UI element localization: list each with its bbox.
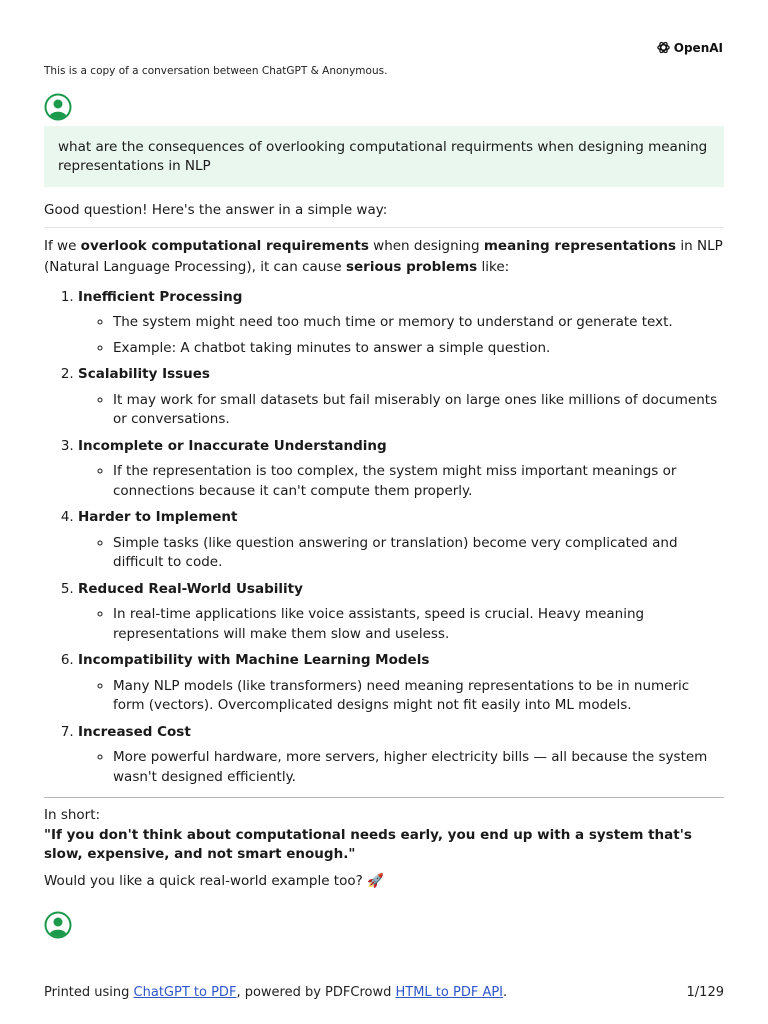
sub-list-item: ◦ Simple tasks (like question answering or translation) become very complicated and difficult to code. bbox=[113, 534, 724, 573]
summary-quote: "If you don't think about computational needs early, you end up with a system that's slow, expensive, and not smart enough." bbox=[44, 826, 692, 862]
item-title: 4. Harder to Implement bbox=[78, 509, 238, 525]
footer-text: . bbox=[503, 985, 508, 1000]
item-title: 5. Reduced Real-World Usability bbox=[78, 580, 303, 597]
response-intro: Good question! Here's the answer in a simple way: bbox=[44, 201, 724, 228]
para-text: If we bbox=[44, 237, 81, 254]
page-number: 1/129 bbox=[686, 985, 724, 1000]
sub-list-item: ◦ In real-time applications like voice assistants, speed is crucial. Heavy meaning representations will make them slow and useless. bbox=[113, 605, 724, 644]
openai-logo bbox=[656, 40, 723, 55]
user-avatar-icon bbox=[44, 911, 72, 939]
list-item bbox=[78, 288, 724, 359]
logo-text: OpenAI bbox=[673, 40, 723, 55]
response-paragraph bbox=[44, 236, 724, 278]
list-item bbox=[78, 365, 724, 430]
user-avatar-icon bbox=[44, 93, 72, 121]
item-title: 7. Increased Cost bbox=[78, 723, 191, 740]
item-title: 6. Incompatibility with Machine Learning Models bbox=[78, 652, 430, 668]
sub-list bbox=[78, 748, 724, 787]
para-bold: meaning representations bbox=[483, 237, 677, 254]
consequence-list bbox=[44, 288, 724, 788]
sub-list bbox=[78, 313, 724, 358]
divider bbox=[44, 797, 724, 798]
sub-list-item: ◦ More powerful hardware, more servers, higher electricity bills — all because the system wasn't designed efficiently. bbox=[113, 748, 724, 787]
footer-text: Printed using bbox=[44, 985, 134, 1000]
followup-question: Would you like a quick real-world example too? 🚀 bbox=[44, 872, 384, 889]
item-title: 1. Inefficient Processing bbox=[78, 288, 243, 305]
list-item bbox=[78, 437, 724, 502]
chatgpt-to-pdf-link[interactable]: ChatGPT to PDF bbox=[133, 985, 237, 1000]
sub-list-item: ◦ Example: A chatbot taking minutes to answer a simple question. bbox=[113, 339, 724, 359]
html-to-pdf-api-link[interactable]: HTML to PDF API bbox=[395, 985, 504, 1000]
summary-label: In short: bbox=[44, 807, 101, 823]
para-bold: serious problems bbox=[345, 258, 478, 275]
para-text: when designing bbox=[368, 237, 484, 254]
sub-list bbox=[78, 677, 724, 716]
sub-list bbox=[78, 391, 724, 430]
user-message: what are the consequences of overlooking computational requirments when designing meaning representations in NLP bbox=[44, 126, 724, 187]
para-text: in NLP (Natural Language Processing), it can cause bbox=[44, 237, 723, 275]
sub-list-item: ◦ It may work for small datasets but fail miserably on large ones like millions of documents or conversations. bbox=[113, 391, 724, 430]
list-item bbox=[78, 723, 724, 788]
footer-credit bbox=[44, 985, 507, 1000]
page-footer bbox=[44, 985, 724, 1000]
para-bold: overlook computational requirements bbox=[80, 237, 369, 254]
sub-list-item: ◦ Many NLP models (like transformers) need meaning representations to be in numeric form (vectors). Overcomplicated designs might not fit easily into ML models. bbox=[113, 677, 724, 716]
sub-list bbox=[78, 462, 724, 501]
footer-text: , powered by PDFCrowd bbox=[236, 985, 396, 1000]
item-title: 2. Scalability Issues bbox=[78, 366, 210, 382]
sub-list-item: ◦ If the representation is too complex, the system might miss important meanings or connections because it can't compute them properly. bbox=[113, 462, 724, 501]
assistant-response bbox=[44, 201, 724, 891]
list-item bbox=[78, 580, 724, 645]
item-title: 3. Incomplete or Inaccurate Understanding bbox=[78, 437, 387, 454]
sub-list bbox=[78, 605, 724, 644]
sub-list bbox=[78, 534, 724, 573]
openai-logo-icon bbox=[656, 40, 671, 55]
list-item bbox=[78, 651, 724, 716]
sub-list-item: ◦ The system might need too much time or memory to understand or generate text. bbox=[113, 313, 724, 333]
para-text: like: bbox=[477, 258, 510, 275]
copy-note: This is a copy of a conversation between ChatGPT & Anonymous. bbox=[44, 65, 388, 77]
list-item bbox=[78, 508, 724, 573]
